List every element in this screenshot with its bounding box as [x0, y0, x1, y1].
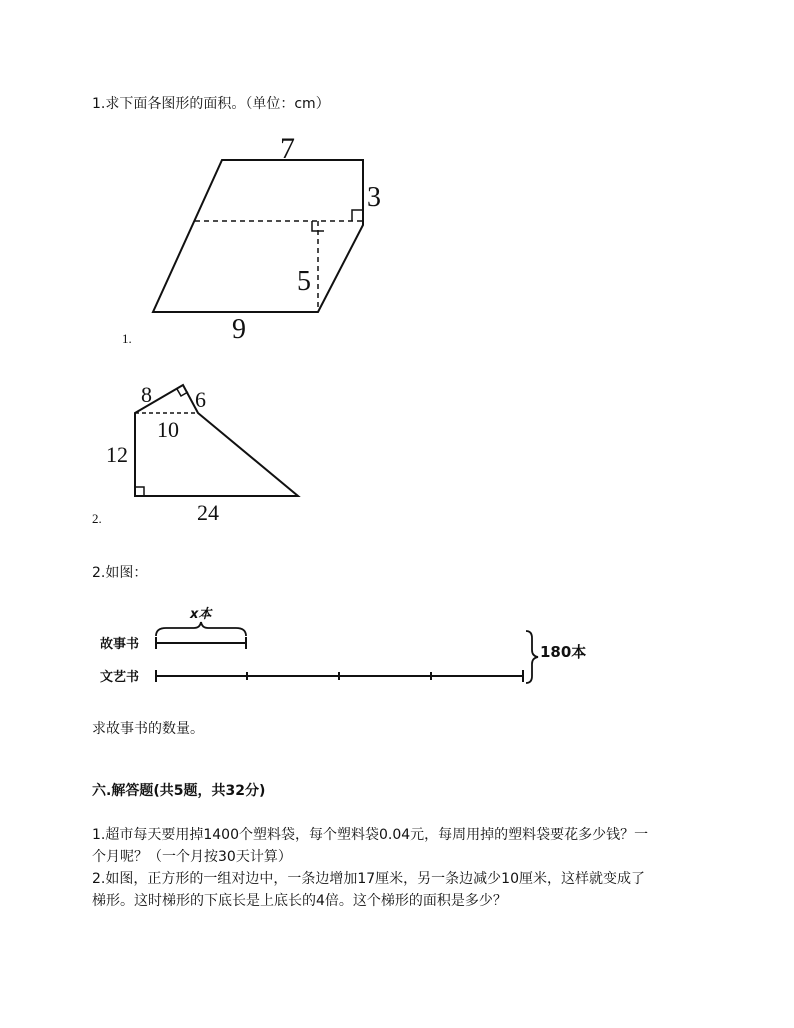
figure-2-label-d: 12: [106, 442, 128, 467]
figure-1-outline: [153, 160, 363, 312]
figure-1-right-angle-top: [352, 210, 363, 221]
figure-1: [153, 160, 363, 312]
q2-question: 求故事书的数量。: [92, 721, 204, 737]
problem-2-line-1: 2.如图，正方形的一组对边中，一条边增加17厘米，另一条边减少10厘米，这样就变成了: [92, 871, 645, 887]
figure-1-top-label: 7: [280, 132, 295, 165]
problem-2-line-2: 梯形。这时梯形的下底长是上底长的4倍。这个梯形的面积是多少？: [92, 893, 507, 909]
problem-1-line-2: 个月呢？（一个月按30天计算）: [92, 849, 292, 865]
q2-title: 2.如图：: [92, 565, 148, 581]
total-brace: [526, 631, 538, 683]
figure-1-side-label: 3: [367, 182, 381, 213]
art-label: 文艺书: [100, 670, 140, 685]
story-label: 故事书: [100, 637, 140, 652]
total-label: 180本: [540, 643, 587, 661]
figure-2-right-angle-bottom: [135, 487, 144, 496]
figure-2-label-a: 8: [141, 382, 152, 407]
figure-2-label-c: 10: [157, 417, 179, 442]
figure-1-height-label: 5: [297, 266, 311, 297]
q1-instruction: 1.求下面各图形的面积。（单位：cm）: [92, 96, 330, 112]
figure-2-label-e: 24: [197, 500, 219, 525]
line-diagram: [156, 622, 538, 683]
x-brace: [156, 622, 246, 636]
problem-1-line-1: 1.超市每天要用掉1400个塑料袋，每个塑料袋0.04元，每周用掉的塑料袋要花多少钱？一: [92, 827, 649, 843]
section6-heading: 六.解答题(共5题，共32分): [92, 783, 266, 799]
figure-2-number: 2.: [92, 511, 102, 526]
x-label: x本: [190, 607, 212, 622]
figure-1-bottom-label: 9: [232, 314, 246, 345]
figure-1-number: 1.: [122, 331, 132, 346]
figure-2-label-b: 6: [195, 387, 206, 412]
